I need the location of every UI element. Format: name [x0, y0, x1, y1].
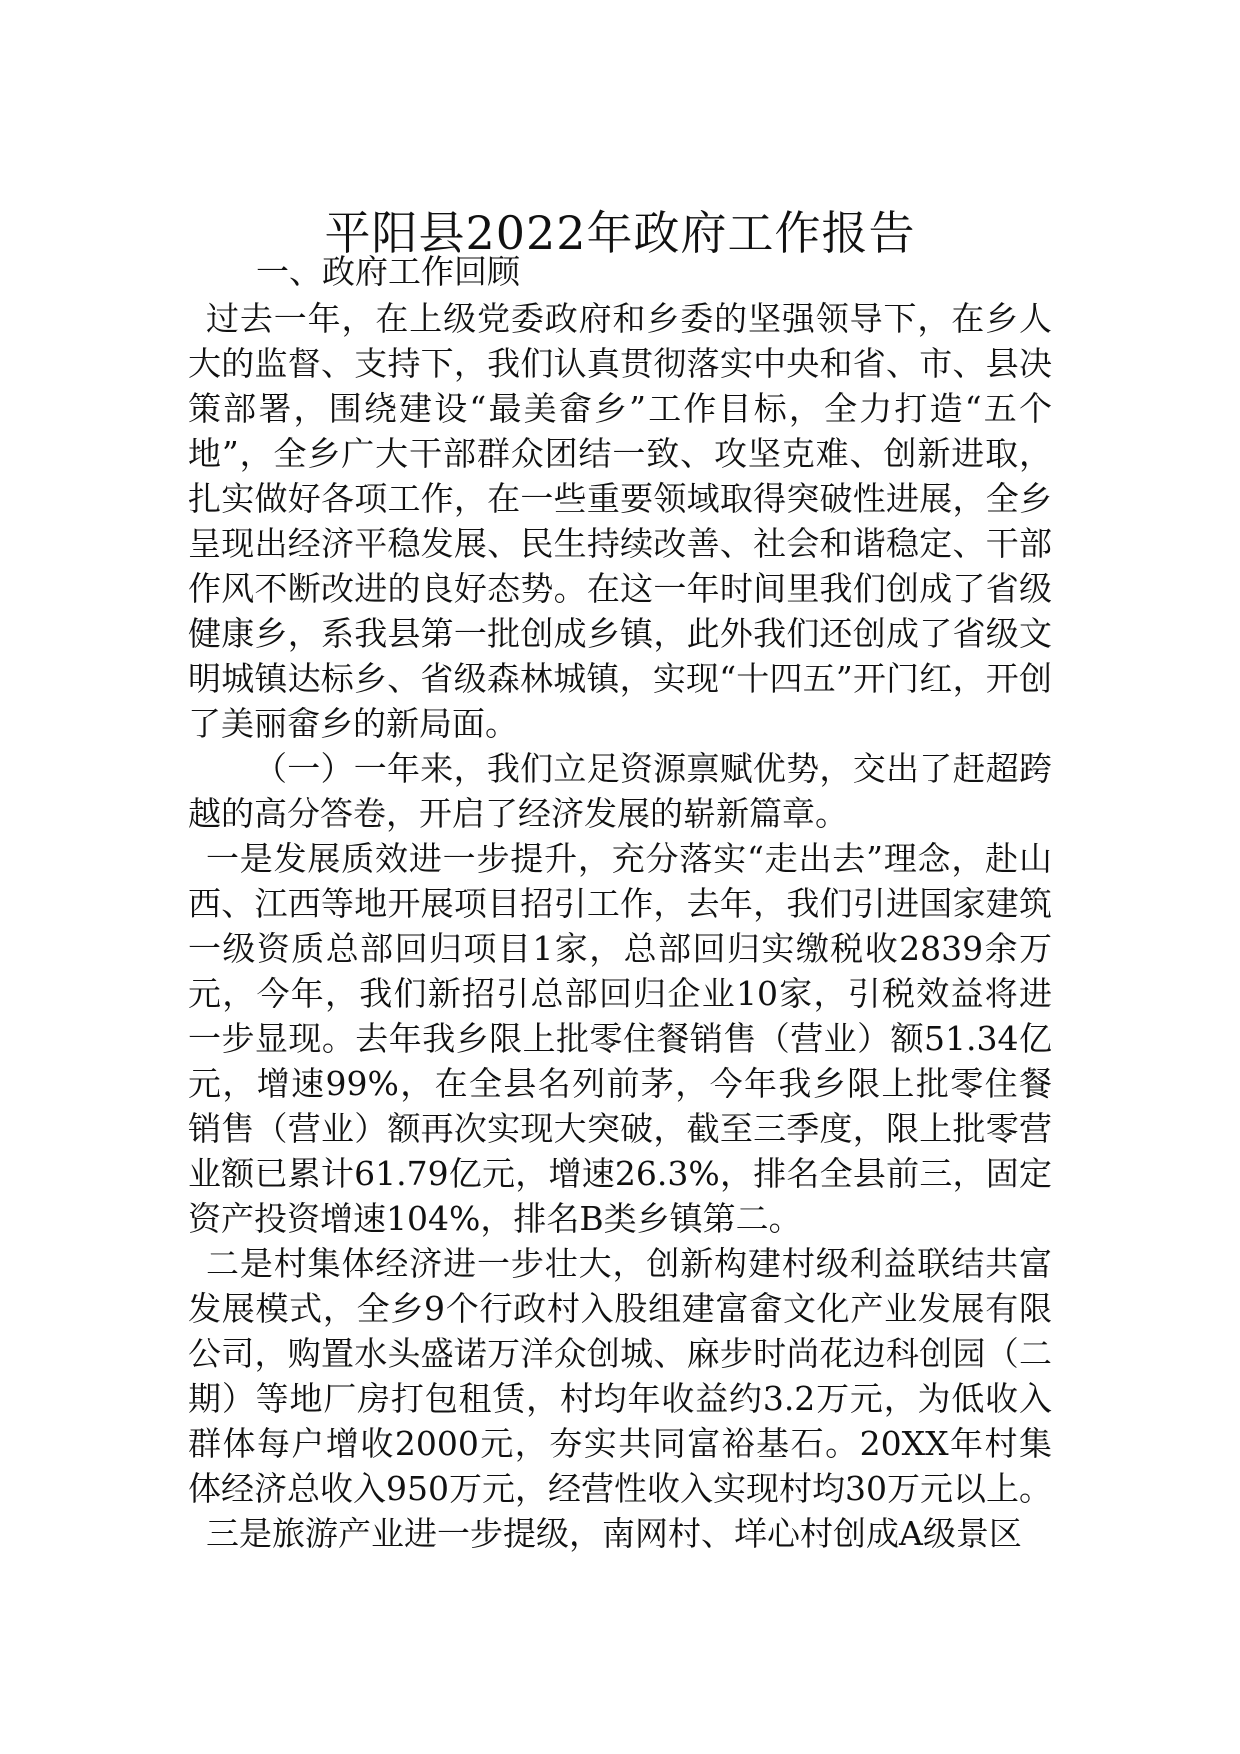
paragraph-economy-intro: （一）一年来，我们立足资源禀赋优势，交出了赶超跨越的高分答卷，开启了经济发展的崭新篇章。	[188, 749, 1052, 833]
paragraph-review: 过去一年，在上级党委政府和乡委的坚强领导下，在乡人大的监督、支持下，我们认真贯彻落实中央和省、市、县决策部署，围绕建设“最美畲乡”工作目标，全力打造“五个地”，全乡广大干部群众团结一致、攻坚克难、创新进取，扎实做好各项工作，在一些重要领域取得突破性进展，全乡呈现出经济平稳发展、民生持续改善、社会和谐稳定、干部作风不断改进的良好态势。在这一年时间里我们创成了省级健康乡，系我县第一批创成乡镇，此外我们还创成了省级文明城镇达标乡、省级森林城镇，实现“十四五”开门红，开创了美丽畲乡的新局面。	[188, 299, 1052, 743]
paragraph-development-quality: 一是发展质效进一步提升，充分落实“走出去”理念，赴山西、江西等地开展项目招引工作，去年，我们引进国家建筑一级资质总部回归项目1家，总部回归实缴税收2839余万元，今年，我们新招引总部回归企业10家，引税效益将进一步显现。去年我乡限上批零住餐销售（营业）额51.34亿元，增速99%，在全县名列前茅，今年我乡限上批零住餐销售（营业）额再次实现大突破，截至三季度，限上批零营业额已累计61.79亿元，增速26.3%，排名全县前三，固定资产投资增速104%，排名B类乡镇第二。	[188, 839, 1052, 1238]
section-heading: 一、政府工作回顾	[256, 252, 520, 291]
document-body	[188, 248, 1052, 1556]
paragraph-village-economy: 二是村集体经济进一步壮大，创新构建村级利益联结共富发展模式，全乡9个行政村入股组建富畲文化产业发展有限公司，购置水头盛诺万洋众创城、麻步时尚花边科创园（二期）等地厂房打包租赁，村均年收益约3.2万元，为低收入群体每户增收2000元，夯实共同富裕基石。20XX年村集体经济总收入950万元，经营性收入实现村均30万元以上。	[188, 1244, 1052, 1508]
document-title: 平阳县2022年政府工作报告	[324, 205, 916, 260]
paragraph-tourism: 三是旅游产业进一步提级，南网村、垟心村创成A级景区	[206, 1514, 1022, 1553]
